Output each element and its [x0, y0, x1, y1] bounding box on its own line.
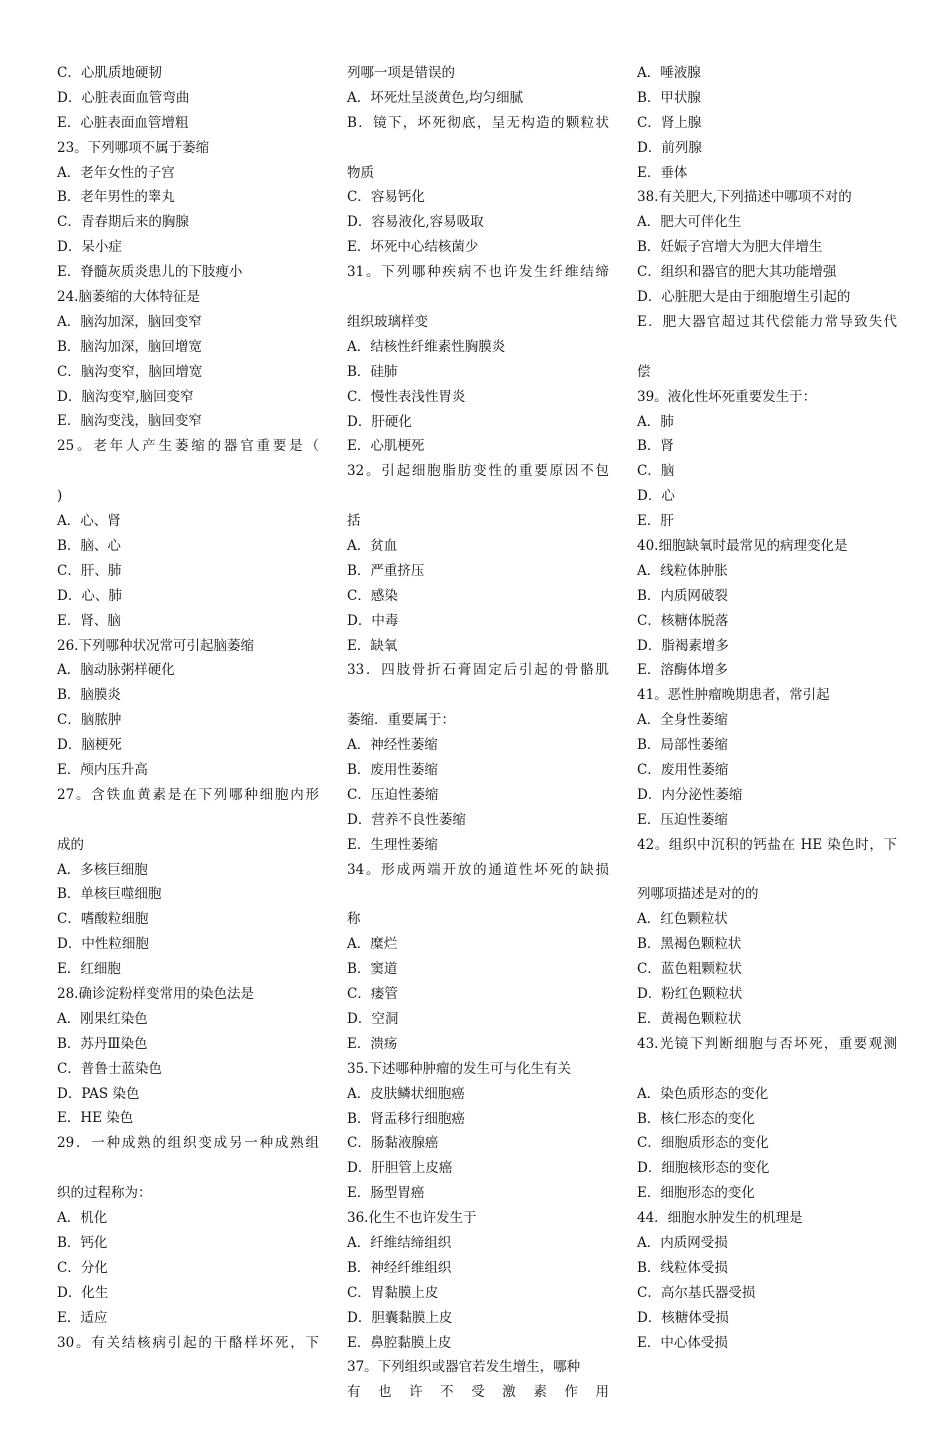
- text-line: E．缺氧: [347, 637, 398, 654]
- text-line: C．肝、肺: [57, 562, 122, 579]
- text-line: D．PAS 染色: [57, 1085, 140, 1102]
- text-line: B．甲状腺: [637, 89, 701, 106]
- text-line: C．蓝色粗颗粒状: [637, 961, 742, 978]
- text-line: C．嗜酸粒细胞: [57, 911, 149, 928]
- text-line: A．心、肾: [57, 513, 121, 530]
- text-line: C．核糖体脱落: [637, 612, 729, 629]
- text-line: D．中性粒细胞: [57, 936, 149, 953]
- text-line: 萎缩．重要属于：: [347, 712, 455, 729]
- text-line: A．唾液腺: [637, 65, 701, 81]
- text-line: C．分化: [57, 1259, 108, 1276]
- text-line: B．硅肺: [347, 363, 398, 380]
- text-line: D．内分泌性萎缩: [637, 786, 743, 803]
- text-line: D．粉红色颗粒状: [637, 986, 743, 1003]
- text-line: E．中心体受损: [637, 1334, 728, 1351]
- text-line: B．脑沟加深，脑回增宽: [57, 338, 202, 355]
- text-line: D．脑沟变窄,脑回变窄: [57, 388, 194, 405]
- text-line: E．肠型胃癌: [347, 1185, 425, 1202]
- text-line: 24.脑萎缩的大体特征是: [57, 289, 200, 306]
- text-line: C．心肌质地硬韧: [57, 65, 162, 81]
- text-line: 35.下述哪种肿瘤的发生可与化生有关: [347, 1060, 571, 1077]
- text-line: E．黄褐色颗粒状: [637, 1010, 742, 1027]
- text-line: E．脑沟变浅，脑回变窄: [57, 413, 202, 430]
- text-line: E．鼻腔黏膜上皮: [347, 1334, 452, 1351]
- text-line: B．窦道: [347, 961, 398, 978]
- text-line: 物质: [347, 164, 374, 181]
- text-line: A．糜烂: [347, 936, 398, 953]
- text-line: A．全身性萎缩: [637, 712, 728, 729]
- text-line: E．溃疡: [347, 1035, 398, 1052]
- text-line: D．肝胆管上皮癌: [347, 1160, 453, 1177]
- text-line: 40.细胞缺氧时最常见的病理变化是: [637, 537, 848, 554]
- text-line: A．红色颗粒状: [637, 911, 728, 928]
- text-line: D．肝硬化: [347, 413, 412, 430]
- text-line: B．肾: [637, 438, 674, 455]
- text-line: B．局部性萎缩: [637, 737, 728, 754]
- text-line: C．肠黏液腺癌: [347, 1135, 439, 1152]
- text-line: D．脑梗死: [57, 737, 122, 754]
- text-line: E．溶酶体增多: [637, 662, 728, 679]
- text-line: A．贫血: [347, 538, 398, 555]
- text-column-left: [57, 61, 319, 1380]
- text-line: C．容易钙化: [347, 189, 425, 206]
- text-line: D．脂褐素增多: [637, 637, 729, 654]
- text-line: E．肝: [637, 513, 674, 530]
- text-line: A．坏死灶呈淡黄色,均匀细腻: [347, 89, 524, 106]
- text-line: 称: [347, 911, 361, 928]
- text-line: 列哪一项是错误的: [347, 65, 455, 81]
- text-line: D．呆小症: [57, 239, 122, 256]
- text-column-right: [637, 61, 897, 1355]
- text-line: 33．四肢骨折石膏固定后引起的骨骼肌: [347, 662, 609, 679]
- text-line: 列哪项描述是对的的: [637, 886, 759, 903]
- text-line: 23。下列哪项不属于萎缩: [57, 139, 210, 156]
- text-line: E．压迫性萎缩: [637, 811, 728, 828]
- text-line: C．普鲁士蓝染色: [57, 1060, 162, 1077]
- text-line: C．青春期后来的胸腺: [57, 214, 189, 231]
- text-line: 32。引起细胞脂肪变性的重要原因不包: [347, 463, 609, 480]
- text-line: B．老年男性的睾丸: [57, 189, 175, 206]
- text-line: 25。老年人产生萎缩的器官重要是（: [57, 438, 319, 455]
- text-line: E．生理性萎缩: [347, 836, 438, 853]
- text-column-middle: [347, 61, 609, 1430]
- text-line: A．多核巨细胞: [57, 861, 148, 878]
- text-line: D．心: [637, 488, 675, 505]
- text-line: B．核仁形态的变化: [637, 1110, 755, 1127]
- text-line: C．废用性萎缩: [637, 761, 729, 778]
- text-line: D．细胞核形态的变化: [637, 1160, 770, 1177]
- text-line: 27。含铁血黄素是在下列哪种细胞内形: [57, 786, 319, 803]
- text-line: 组织玻璃样变: [347, 313, 428, 330]
- text-line: C．压迫性萎缩: [347, 786, 439, 803]
- text-line: A．线粒体肿胀: [637, 562, 728, 579]
- text-line: B．钙化: [57, 1234, 108, 1251]
- text-line: 有也许不受激素作用: [347, 1384, 609, 1401]
- text-line: A．染色质形态的变化: [637, 1085, 769, 1102]
- text-line: D．胆囊黏膜上皮: [347, 1309, 453, 1326]
- text-line: E．适应: [57, 1309, 108, 1326]
- text-line: D．营养不良性萎缩: [347, 811, 466, 828]
- text-line: B．严重挤压: [347, 562, 425, 579]
- text-line: A．肥大可伴化生: [637, 214, 742, 231]
- text-line: A．老年女性的子宫: [57, 164, 175, 181]
- text-line: 偿: [637, 363, 651, 380]
- text-line: 38.有关肥大,下列描述中哪项不对的: [637, 189, 852, 206]
- text-line: C．感染: [347, 587, 398, 604]
- text-line: A．脑动脉粥样硬化: [57, 662, 175, 679]
- text-line: E．颅内压升高: [57, 761, 148, 778]
- text-line: B．神经纤维组织: [347, 1259, 452, 1276]
- text-line: 34。形成两端开放的通道性坏死的缺损: [347, 861, 609, 878]
- text-line: D．前列腺: [637, 139, 702, 156]
- text-line: B．苏丹Ⅲ染色: [57, 1035, 148, 1052]
- text-line: B．黑褐色颗粒状: [637, 936, 742, 953]
- text-line: 30。有关结核病引起的干酪样坏死，下: [57, 1334, 319, 1351]
- text-line: A．神经性萎缩: [347, 737, 438, 754]
- text-line: 26.下列哪种状况常可引起脑萎缩: [57, 637, 254, 654]
- text-line: E．心肌梗死: [347, 438, 425, 455]
- text-line: B．废用性萎缩: [347, 762, 438, 779]
- text-line: 37。下列组织或器官若发生增生，哪种: [347, 1359, 581, 1376]
- text-line: B．内质网破裂: [637, 587, 728, 604]
- text-line: E．细胞形态的变化: [637, 1185, 755, 1202]
- text-line: A．结核性纤维素性胸膜炎: [347, 338, 506, 355]
- text-line: E．垂体: [637, 164, 688, 181]
- text-line: D．中毒: [347, 612, 399, 629]
- text-line: C．脑: [637, 463, 675, 480]
- text-line: E．肾、脑: [57, 612, 121, 629]
- text-line: A．纤维结缔组织: [347, 1235, 452, 1252]
- text-line: A．脑沟加深，脑回变窄: [57, 313, 202, 330]
- text-line: C．脑脓肿: [57, 712, 122, 729]
- text-line: C．细胞质形态的变化: [637, 1135, 769, 1152]
- text-line: D．化生: [57, 1284, 109, 1301]
- text-line: 41。恶性肿瘤晚期患者，常引起: [637, 687, 830, 704]
- text-line: A．肺: [637, 413, 674, 430]
- text-line: D．容易液化,容易吸取: [347, 214, 484, 231]
- text-line: A．机化: [57, 1210, 108, 1227]
- text-line: E．心脏表面血管增粗: [57, 114, 189, 131]
- text-line: C．高尔基氏器受损: [637, 1284, 756, 1301]
- text-line: E．坏死中心结核菌少: [347, 239, 479, 256]
- text-line: 成的: [57, 836, 84, 853]
- text-line: D．心脏表面血管弯曲: [57, 89, 190, 106]
- text-line: E．脊髓灰质炎患儿的下肢瘦小: [57, 264, 243, 281]
- text-line: A．皮肤鳞状细胞癌: [347, 1085, 465, 1102]
- text-line: B．脑、心: [57, 537, 121, 554]
- text-line: 42。组织中沉积的钙盐在 HE 染色时，下: [637, 836, 897, 853]
- text-line: B．肾盂移行细胞癌: [347, 1110, 465, 1127]
- text-line: 36.化生不也许发生于: [347, 1210, 477, 1227]
- text-line: 39。液化性坏死重要发生于：: [637, 388, 817, 405]
- text-line: 44．细胞水肿发生的机理是: [637, 1210, 803, 1227]
- text-line: 织的过程称为：: [57, 1185, 152, 1202]
- text-line: D．核糖体受损: [637, 1309, 729, 1326]
- text-line: E．肥大器官超过其代偿能力常导致失代: [637, 313, 897, 330]
- text-line: 43.光镜下判断细胞与否坏死，重要观测: [637, 1035, 897, 1052]
- text-line: C．肾上腺: [637, 114, 702, 131]
- text-line: A．内质网受损: [637, 1234, 728, 1251]
- text-line: B．妊娠子宫增大为肥大伴增生: [637, 239, 823, 256]
- text-line: C．瘘管: [347, 986, 398, 1003]
- text-line: C．慢性表浅性胃炎: [347, 388, 466, 405]
- text-line: D．心脏肥大是由于细胞增生引起的: [637, 289, 851, 306]
- text-line: E．HE 染色: [57, 1110, 134, 1127]
- text-line: B．线粒体受损: [637, 1259, 728, 1276]
- text-line: B．脑膜炎: [57, 687, 121, 704]
- text-line: D．心、肺: [57, 587, 122, 604]
- text-line: B．镜下，坏死彻底，呈无构造的颗粒状: [347, 114, 609, 131]
- text-line: ): [57, 488, 63, 505]
- text-line: A．刚果红染色: [57, 1010, 148, 1027]
- text-line: 括: [347, 513, 361, 530]
- text-line: B．单核巨噬细胞: [57, 886, 162, 903]
- text-line: D．空洞: [347, 1011, 399, 1027]
- text-line: C．胃黏膜上皮: [347, 1284, 439, 1301]
- text-line: C．组织和器官的肥大其功能增强: [637, 264, 837, 281]
- text-line: 31。下列哪种疾病不也许发生纤维结缔: [347, 264, 609, 281]
- text-line: 28.确诊淀粉样变常用的染色法是: [57, 986, 254, 1003]
- text-line: 29．一种成熟的组织变成另一种成熟组: [57, 1135, 319, 1152]
- text-line: E．红细胞: [57, 961, 121, 978]
- text-line: C．脑沟变窄，脑回增宽: [57, 363, 203, 380]
